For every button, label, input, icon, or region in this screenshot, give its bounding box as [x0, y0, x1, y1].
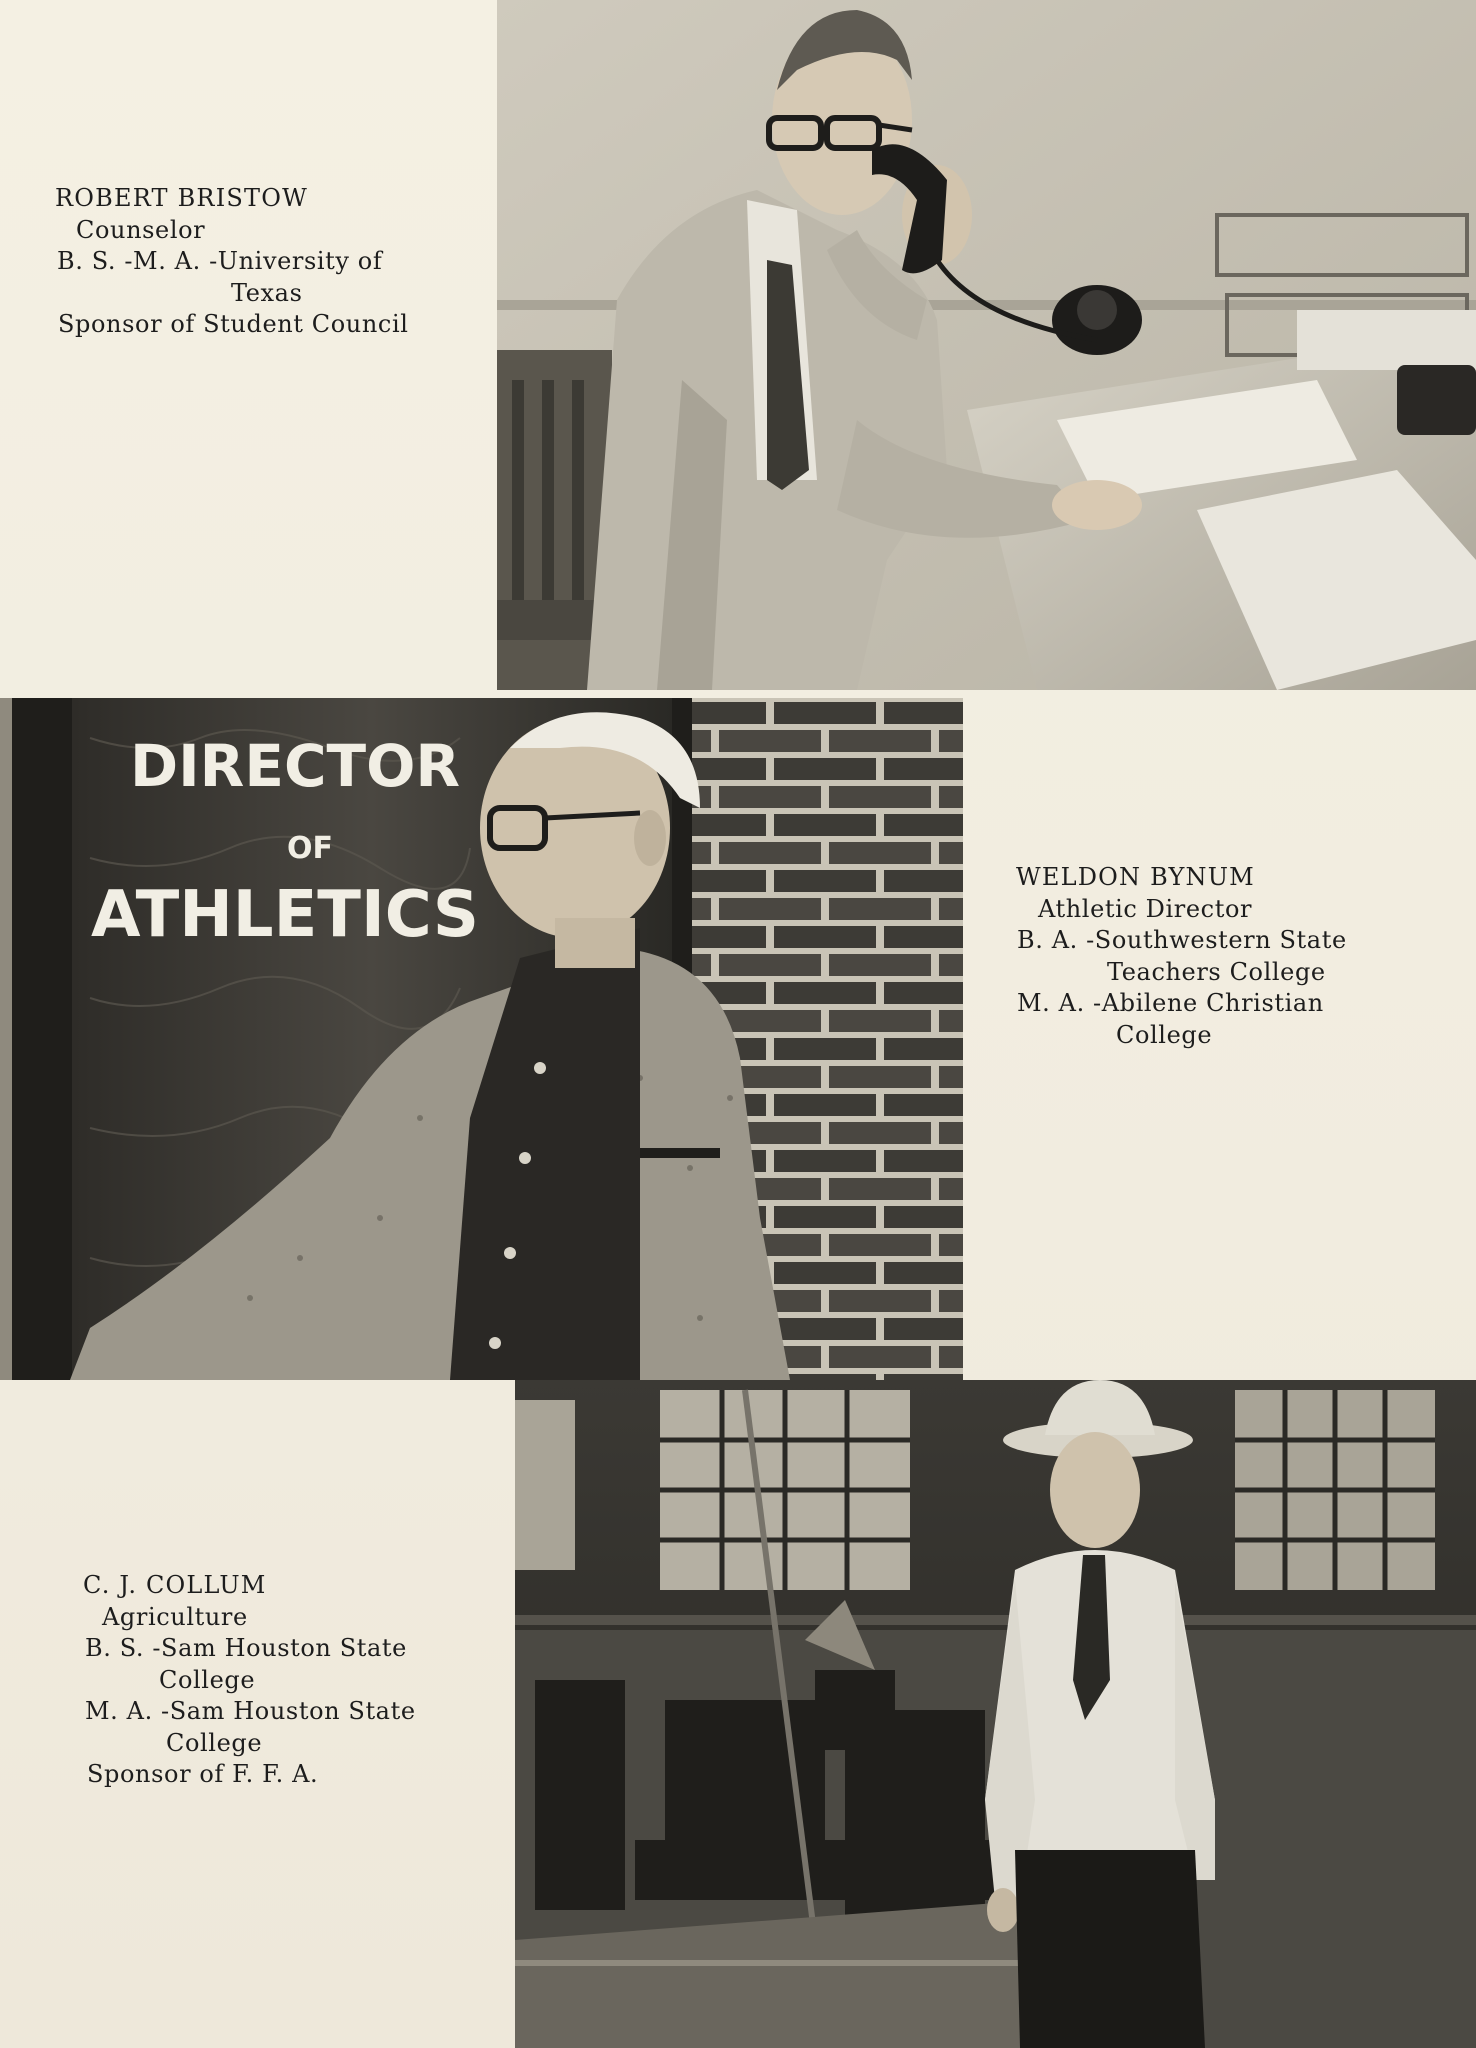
faculty-degree-continued: Teachers College: [1107, 957, 1326, 986]
door-sign-line-2: OF: [287, 831, 333, 866]
faculty-title: Counselor: [76, 215, 206, 244]
faculty-name: C. J. COLLUM: [83, 1571, 267, 1599]
faculty-title: Agriculture: [102, 1602, 248, 1631]
faculty-degree: M. A. -Abilene Christian: [1017, 989, 1324, 1017]
faculty-degree: B. A. -Southwestern State: [1017, 926, 1347, 954]
caption-collum: [83, 1570, 416, 1791]
faculty-degree: B. S. -M. A. -University of: [57, 247, 383, 275]
caption-bristow: [55, 183, 409, 341]
photo-bynum-at-door: [0, 698, 963, 1380]
faculty-degree-continued: Texas: [231, 278, 303, 307]
faculty-degree-continued: College: [159, 1665, 256, 1694]
caption-bynum: [1016, 862, 1347, 1051]
faculty-sponsor: Sponsor of Student Council: [58, 310, 409, 338]
faculty-degree: M. A. -Sam Houston State: [85, 1697, 416, 1725]
photo-collum-in-shop: [515, 1380, 1476, 2048]
faculty-title: Athletic Director: [1038, 894, 1253, 923]
photo-collum-image: [515, 1380, 1476, 2048]
photo-bynum-image: [0, 698, 963, 1380]
photo-bristow-image: [497, 0, 1476, 690]
faculty-sponsor: Sponsor of F. F. A.: [87, 1760, 319, 1788]
faculty-name: ROBERT BRISTOW: [55, 184, 308, 212]
door-sign-line-3: ATHLETICS: [91, 878, 479, 952]
door-sign-line-1: DIRECTOR: [129, 732, 461, 800]
faculty-degree-continued: College: [1116, 1020, 1213, 1049]
faculty-degree-continued: College: [166, 1728, 263, 1757]
faculty-degree: B. S. -Sam Houston State: [85, 1634, 407, 1662]
faculty-name: WELDON BYNUM: [1016, 863, 1255, 891]
photo-bristow-at-desk: [497, 0, 1476, 690]
